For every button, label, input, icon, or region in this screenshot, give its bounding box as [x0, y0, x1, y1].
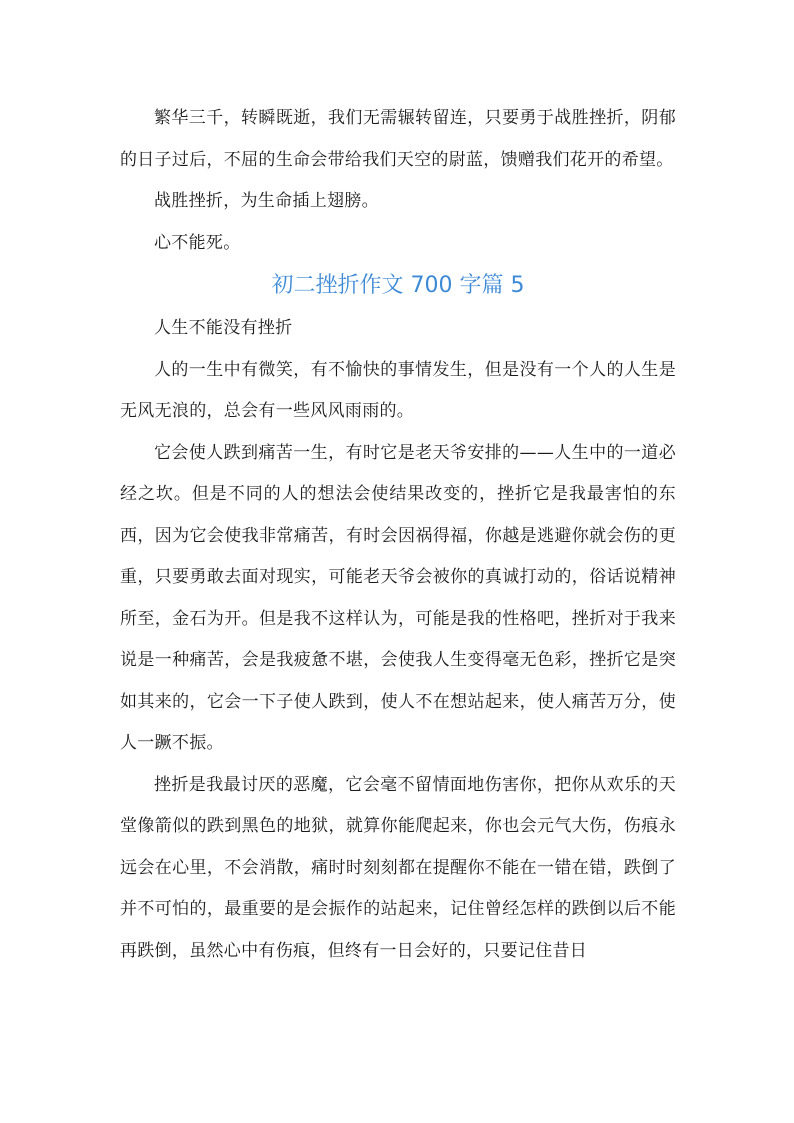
document-page	[120, 98, 676, 972]
paragraph: 战胜挫折，为生命插上翅膀。	[154, 191, 379, 211]
paragraph: 挫折是我最讨厌的恶魔，它会毫不留情面地伤害你，把你从欢乐的天堂像箭似的跌到黑色的地狱，就算你能爬起来，你也会元气大伤，伤痕永远会在心里，不会消散，痛时时刻刻都在提醒你不能在一错在错，跌倒了并不可怕的，最重要的是会振作的站起来，记住曾经怎样的跌倒以后不能再跌倒，虽然心中有伤痕，但终有一日会好的，只要记住昔日	[120, 774, 676, 961]
paragraph: 心不能死。	[154, 232, 241, 253]
paragraph: 人的一生中有微笑，有不愉快的事情发生，但是没有一个人的人生是无风无浪的，总会有一些风风雨雨的。	[120, 359, 676, 421]
paragraph: 它会使人跌到痛苦一生，有时它是老天爷安排的——人生中的一道必经之坎。但是不同的人的想法会使结果改变的，挫折它是我最害怕的东西，因为它会使我非常痛苦，有时会因祸得福，你越是逃避你就会伤的更重，只要勇敢去面对现实，可能老天爷会被你的真诚打动的，俗话说精神所至，金石为开。但是我不这样认为，可能是我的性格吧，挫折对于我来说是一种痛苦，会是我疲惫不堪，会使我人生变得毫无色彩，挫折它是突如其来的，它会一下子使人跌到，使人不在想站起来，使人痛苦万分，使人一蹶不振。	[120, 442, 676, 753]
paragraph: 繁华三千，转瞬既逝，我们无需辗转留连，只要勇于战胜挫折，阴郁的日子过后，不屈的生命会带给我们天空的尉蓝，馈赠我们花开的希望。	[120, 108, 676, 170]
section-title: 初二挫折作文 700 字篇 5	[271, 273, 525, 298]
section-subtitle: 人生不能没有挫折	[154, 318, 293, 338]
